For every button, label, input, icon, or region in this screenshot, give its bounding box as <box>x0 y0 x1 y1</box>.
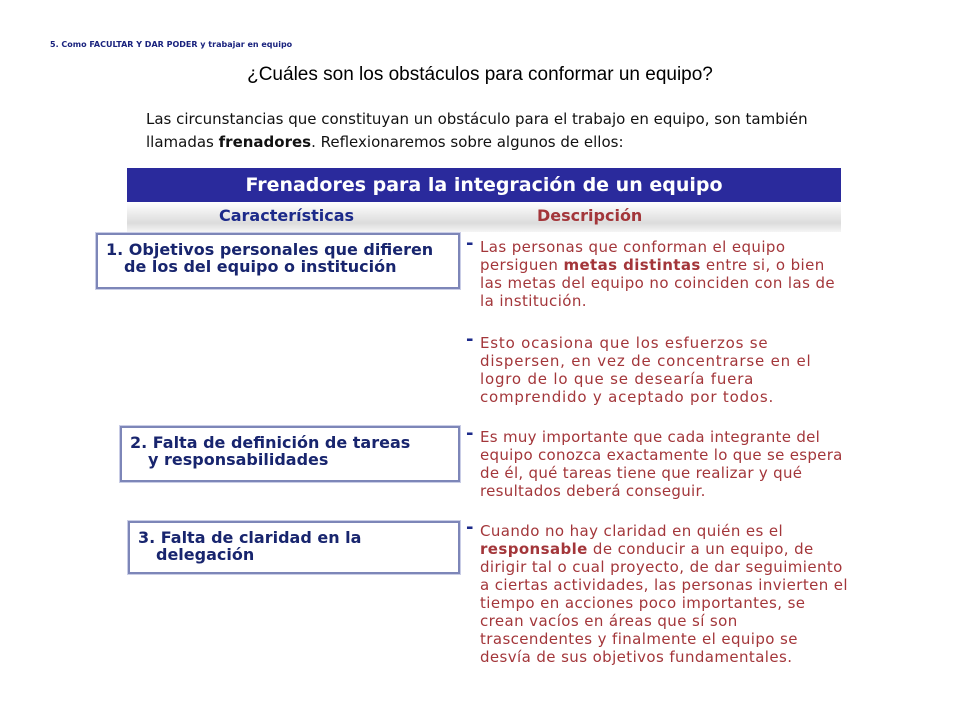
intro-bold-term: frenadores <box>218 133 312 151</box>
description-text: Es muy importante que cada integrante del equipo conozca exactamente lo que se espera de él, qué tareas tiene que realizar y qué resultados deberá conseguir. <box>480 428 843 500</box>
dash-bullet: - <box>466 233 474 254</box>
description-bold-term: responsable <box>480 540 588 558</box>
table-banner: Frenadores para la integración de un equipo <box>127 168 841 202</box>
characteristic-line: y responsabilidades <box>148 450 329 469</box>
characteristic-text-1 <box>106 241 433 275</box>
description-item <box>466 329 851 406</box>
description-text <box>480 238 851 310</box>
characteristic-line: 2. Falta de definición de tareas <box>130 433 411 452</box>
description-text-start: Cuando no hay claridad en quién es el <box>480 522 784 540</box>
dash-bullet: - <box>466 517 474 538</box>
column-header-characteristics: Características <box>219 206 355 225</box>
description-text-end: entre si, o bien las metas del equipo no coinciden con las de la institución. <box>480 256 835 310</box>
column-header-description: Descripción <box>537 206 643 225</box>
characteristic-line: de los del equipo o institución <box>124 257 397 276</box>
characteristic-line: 3. Falta de claridad en la <box>138 528 362 547</box>
characteristic-line: 1. Objetivos personales que difieren <box>106 240 434 259</box>
intro-text-end: . Reflexionaremos sobre algunos de ellos: <box>311 133 624 151</box>
characteristic-line: delegación <box>156 545 255 564</box>
intro-text-start: Las circunstancias que constituyan un obstáculo para el trabajo en equipo, son también llamadas <box>146 110 808 151</box>
page-title: ¿Cuáles son los obstáculos para conformar un equipo? <box>247 64 713 85</box>
description-item <box>466 233 851 310</box>
description-item <box>466 517 851 666</box>
description-bold-term: metas distintas <box>563 256 701 274</box>
description-text-end: de conducir a un equipo, de dirigir tal o cual proyecto, de dar seguimiento a ciertas actividades, las personas invierten el tiempo en acciones poco importantes, se crean vacíos en áreas que sí son trascendentes y finalmente el equipo se desvía de sus objetivos fundamentales. <box>480 540 849 666</box>
dash-bullet: - <box>466 329 474 350</box>
characteristic-text-3 <box>138 529 361 563</box>
description-text <box>480 522 851 666</box>
intro-paragraph <box>146 108 836 154</box>
description-item <box>466 423 851 500</box>
description-text: Esto ocasiona que los esfuerzos se dispersen, en vez de concentrarse en el logro de lo que se desearía fuera comprendido y aceptado por todos. <box>480 334 812 406</box>
description-text-start: Las personas que conforman el equipo persiguen <box>480 238 786 274</box>
section-label: 5. Como FACULTAR Y DAR PODER y trabajar en equipo <box>50 40 293 49</box>
characteristic-box-2 <box>120 426 460 482</box>
characteristic-box-3 <box>128 521 460 574</box>
characteristic-text-2 <box>130 434 410 468</box>
table-header-row <box>127 202 841 232</box>
dash-bullet: - <box>466 423 474 444</box>
characteristic-box-1 <box>96 233 460 289</box>
